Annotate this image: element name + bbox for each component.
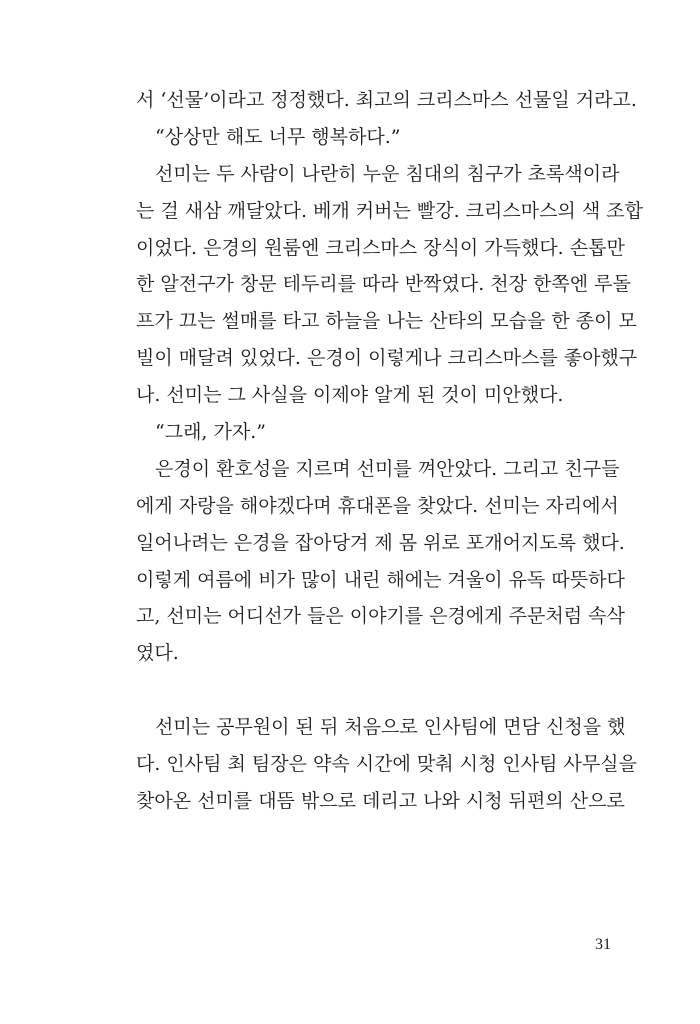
paragraph	[136, 82, 637, 119]
text-line: “그래, 가자.”	[155, 421, 266, 444]
text-line: 였다.	[136, 642, 179, 665]
text-line: 고, 선미는 어디선가 들은 이야기를 은경에게 주문처럼 속삭	[136, 605, 625, 628]
paragraph	[136, 156, 643, 414]
text-line: 는 걸 새삼 깨달았다. 베개 커버는 빨강. 크리스마스의 색 조합	[136, 199, 643, 222]
text-line: 찾아온 선미를 대뜸 밖으로 데리고 나와 시청 뒤편의 산으로	[136, 789, 625, 812]
text-line: 다. 인사팀 최 팀장은 약속 시간에 맞춰 시청 인사팀 사무실을	[136, 753, 637, 776]
text-line: 이었다. 은경의 원룸엔 크리스마스 장식이 가득했다. 손톱만	[136, 236, 625, 259]
text-line: 서 ‘선물’이라고 정정했다. 최고의 크리스마스 선물일 거라고.	[136, 89, 637, 111]
text-line: 일어나려는 은경을 잡아당겨 제 몸 위로 포개어지도록 했다.	[136, 531, 625, 554]
dialogue-paragraph	[136, 119, 616, 156]
dialogue-paragraph	[136, 414, 616, 451]
body-text	[136, 82, 643, 820]
text-line: 빌이 매달려 있었다. 은경이 이렇게나 크리스마스를 좋아했구	[136, 347, 638, 370]
text-line: 선미는 공무원이 된 뒤 처음으로 인사팀에 면담 신청을 했	[155, 716, 626, 739]
text-line: 은경이 환호성을 지르며 선미를 껴안았다. 그리고 친구들	[155, 457, 620, 480]
paragraph	[136, 451, 625, 672]
text-line: 한 알전구가 창문 테두리를 따라 반짝였다. 천장 한쪽엔 루돌	[136, 273, 631, 296]
page-number: 31	[595, 936, 611, 953]
text-line: “상상만 해도 너무 행복하다.”	[155, 125, 401, 148]
text-line: 이렇게 여름에 비가 많이 내린 해에는 겨울이 유독 따뜻하다	[136, 568, 625, 591]
text-line: 선미는 두 사람이 나란히 누운 침대의 침구가 초록색이라	[155, 162, 620, 185]
text-line: 프가 끄는 썰매를 타고 하늘을 나는 산타의 모습을 한 종이 모	[136, 310, 637, 333]
text-line: 나. 선미는 그 사실을 이제야 알게 된 것이 미안했다.	[136, 384, 564, 407]
paragraph	[136, 709, 637, 820]
text-line: 에게 자랑을 해야겠다며 휴대폰을 찾았다. 선미는 자리에서	[136, 494, 619, 517]
